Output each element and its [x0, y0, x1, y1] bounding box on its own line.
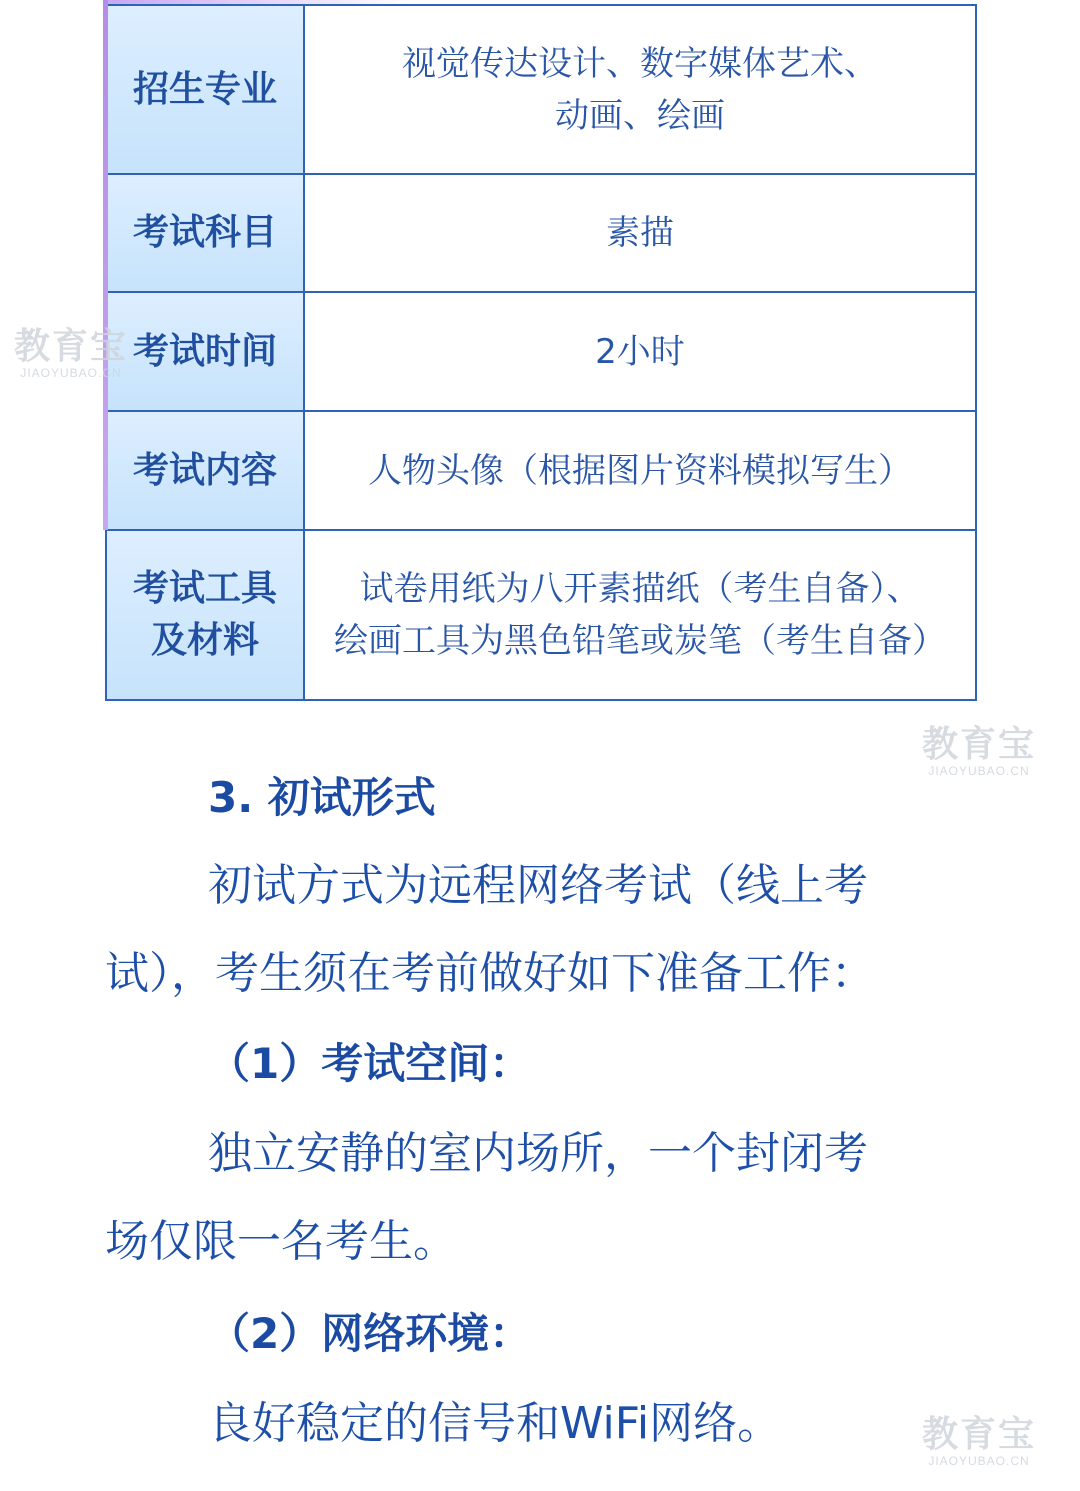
- row-label-duration: [106, 292, 304, 411]
- space-line-1: 独立安静的室内场所，一个封闭考: [208, 1128, 868, 1179]
- row-label-line: 考试工具: [132, 568, 277, 609]
- row-value-line: 视觉传达设计、数字媒体艺术、: [402, 43, 878, 84]
- table-row: [106, 530, 976, 700]
- watermark-main-text: 教育宝: [922, 724, 1037, 765]
- row-label-content: [106, 411, 304, 530]
- watermark-main-text: 教育宝: [14, 326, 129, 367]
- row-value-line: 动画、绘画: [555, 95, 725, 136]
- intro-line-1: 初试方式为远程网络考试（线上考: [208, 860, 868, 911]
- row-value-line: 2小时: [595, 331, 685, 372]
- row-value-line: 绘画工具为黑色铅笔或炭笔（考生自备）: [334, 621, 946, 661]
- watermark-logo: [922, 726, 1036, 778]
- table-row: [106, 411, 976, 530]
- watermark-logo: [922, 1416, 1036, 1468]
- row-value-duration: [304, 292, 976, 411]
- subsection-heading-space: （1）考试空间：: [208, 1039, 532, 1088]
- row-label-tools: [106, 530, 304, 700]
- table-row: [106, 174, 976, 292]
- row-label-text: 考试时间: [132, 330, 277, 372]
- section-heading: 3. 初试形式: [208, 773, 436, 822]
- row-value-line: 人物头像（根据图片资料模拟写生）: [368, 450, 912, 491]
- row-label-text: 考试科目: [132, 212, 277, 253]
- table-left-accent: [103, 0, 108, 530]
- row-label-text: 考试内容: [132, 449, 277, 491]
- exam-info-table: [105, 4, 977, 701]
- row-value-line: 素描: [606, 213, 674, 253]
- row-label-majors: [106, 5, 304, 174]
- subsection-heading-network: （2）网络环境：: [208, 1309, 532, 1358]
- network-line-1: 良好稳定的信号和WiFi网络。: [208, 1398, 782, 1449]
- table-row: [106, 5, 976, 174]
- row-label-text: 招生专业: [132, 68, 277, 110]
- row-value-content: [304, 411, 976, 530]
- row-value-tools: [304, 530, 976, 700]
- row-value-subject: [304, 174, 976, 292]
- watermark-logo: [14, 328, 128, 380]
- row-value-majors: [304, 5, 976, 174]
- watermark-main-text: 教育宝: [922, 1414, 1037, 1455]
- row-label-subject: [106, 174, 304, 292]
- watermark-sub-text: JIAOYUBAO.CN: [928, 1454, 1030, 1468]
- intro-line-2: 试），考生须在考前做好如下准备工作：: [105, 948, 875, 999]
- watermark-sub-text: JIAOYUBAO.CN: [20, 366, 122, 380]
- table-row: [106, 292, 976, 411]
- watermark-sub-text: JIAOYUBAO.CN: [928, 764, 1030, 778]
- row-label-line: 及材料: [150, 620, 259, 661]
- row-value-line: 试卷用纸为八开素描纸（考生自备）、: [359, 569, 921, 609]
- space-line-2: 场仅限一名考生。: [105, 1216, 457, 1267]
